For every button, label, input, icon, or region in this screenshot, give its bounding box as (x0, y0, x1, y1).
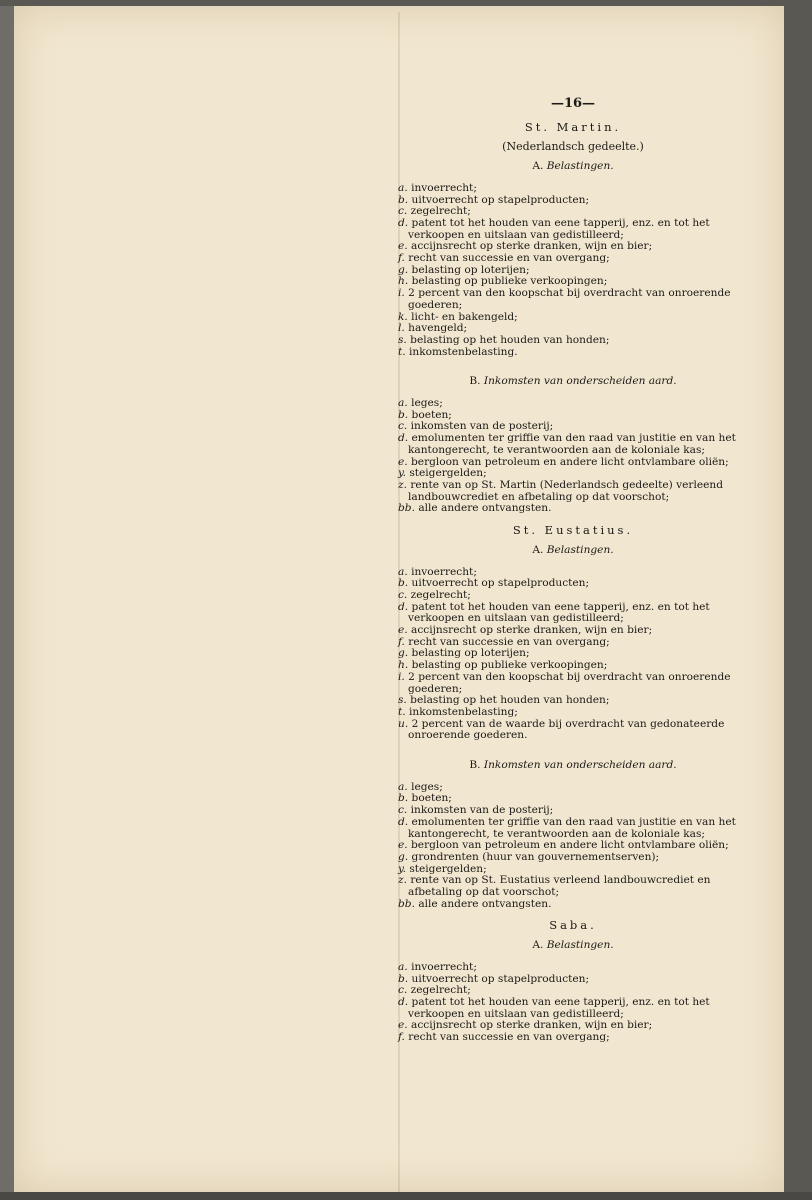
item-key: c. (398, 420, 411, 433)
item-text: belasting op het houden van honden; (410, 333, 610, 346)
list-item (398, 602, 748, 625)
item-key: y. (398, 862, 410, 875)
item-key: g. (398, 647, 412, 660)
item-key: e. (398, 240, 412, 253)
section-letter: A. (532, 939, 547, 952)
item-text: belasting op loterijen; (411, 647, 530, 660)
section-letter: B. (469, 375, 484, 388)
item-key: g. (398, 850, 412, 863)
item-text: uitvoerrecht op stapelproducten; (411, 577, 590, 590)
item-text: patent tot het houden van eene tapperij, enz. en tot het verkoopen en uitslaan van gedistilleerd; (408, 600, 710, 625)
item-key: e. (398, 455, 412, 468)
item-text: alle andere ontvangsten. (418, 897, 552, 910)
item-text: steigergelden; (409, 467, 487, 480)
item-text: inkomstenbelasting. (409, 345, 518, 358)
item-text: emolumenten ter griffie van den raad van justitie en van het kantongerecht, te verantwoorden aan de koloniale kas; (408, 432, 736, 456)
item-key: t. (398, 705, 409, 718)
item-key: b. (398, 408, 412, 421)
item-key: l. (398, 322, 409, 335)
list-item (398, 218, 748, 241)
item-text: zegelrecht; (410, 205, 471, 218)
item-text: zegelrecht; (410, 984, 471, 997)
section-heading (398, 376, 748, 388)
item-text: steigergelden; (409, 862, 487, 875)
list-item (398, 997, 748, 1020)
scan-edge-right (784, 0, 812, 1200)
section-title: Belastingen. (546, 543, 614, 556)
item-text: inkomsten van de posterij; (410, 420, 554, 433)
item-key: a. (398, 181, 412, 194)
list-item (398, 719, 748, 742)
section-title: Belastingen. (546, 939, 614, 952)
item-text: uitvoerrecht op stapelproducten; (411, 193, 590, 206)
item-key: z. (398, 874, 411, 887)
item-key: f. (398, 252, 409, 265)
item-text: belasting op het houden van honden; (410, 694, 610, 707)
item-key: s. (398, 694, 411, 707)
item-key: b. (398, 577, 412, 590)
item-text: rente van op St. Martin (Nederlandsch gedeelte) verleend landbouwcrediet en afbetaling op dat voorschot; (408, 478, 723, 503)
item-text: alle andere ontvangsten. (418, 502, 552, 515)
item-text: uitvoerrecht op stapelproducten; (411, 972, 590, 985)
item-key: c. (398, 588, 411, 601)
item-text: accijnsrecht op sterke dranken, wijn en bier; (411, 240, 653, 253)
item-text: invoerrecht; (411, 960, 477, 973)
item-key: d. (398, 815, 412, 828)
scan-edge-bottom (0, 1192, 812, 1200)
item-key: bb. (398, 897, 419, 910)
item-key: a. (398, 780, 412, 793)
item-key: f. (398, 635, 409, 648)
item-text: emolumenten ter griffie van den raad van justitie en van het kantongerecht, te verantwoorden aan de koloniale kas; (408, 815, 736, 840)
region-subtitle: (Nederlandsch gedeelte.) (502, 140, 644, 154)
item-key: k. (398, 310, 412, 323)
item-key: d. (398, 600, 412, 613)
item-text: recht van successie en van overgang; (408, 1031, 610, 1044)
item-key: a. (398, 397, 412, 410)
item-text: bergloon van petroleum en andere licht ontvlambare oliën; (411, 839, 729, 852)
item-text: accijnsrecht op sterke dranken, wijn en bier; (411, 1019, 653, 1032)
item-key: u. (398, 717, 412, 730)
item-key: d. (398, 216, 412, 229)
item-text: invoerrecht; (411, 565, 477, 578)
item-text: invoerrecht; (411, 181, 477, 194)
list-item (398, 503, 748, 515)
region-title: St. Martin. (524, 119, 622, 134)
item-text: zegelrecht; (410, 588, 471, 601)
item-text: patent tot het houden van eene tapperij, enz. en tot het verkoopen en uitslaan van gedistilleerd; (408, 996, 710, 1020)
item-text: leges; (411, 397, 443, 410)
section-letter: B. (469, 759, 484, 772)
item-key: d. (398, 996, 412, 1008)
item-text: accijnsrecht op sterke dranken, wijn en bier; (411, 624, 653, 637)
item-text: licht- en bakengeld; (411, 310, 518, 323)
item-key: h. (398, 659, 412, 672)
item-text: recht van successie en van overgang; (408, 635, 610, 648)
item-key: s. (398, 333, 411, 346)
section-title: Inkomsten van onderscheiden aard. (483, 375, 677, 388)
item-text: havengeld; (408, 322, 468, 335)
list-item (398, 1032, 748, 1044)
item-list (398, 962, 748, 1044)
item-key: b. (398, 792, 412, 805)
item-key: i. (398, 670, 409, 683)
item-text: boeten; (411, 408, 452, 421)
list-item (398, 480, 748, 503)
item-key: bb. (398, 502, 419, 515)
item-text: inkomsten van de posterij; (410, 804, 554, 817)
item-text: 2 percent van den koopschat bij overdracht van onroerende goederen; (408, 287, 731, 311)
item-key: a. (398, 565, 412, 578)
item-text: bergloon van petroleum en andere licht ontvlambare oliën; (411, 455, 729, 468)
text-column (398, 98, 748, 1044)
item-key: e. (398, 839, 412, 852)
item-text: rente van op St. Eustatius verleend landbouwcrediet en afbetaling op dat voorschot; (408, 874, 711, 899)
item-text: leges; (411, 780, 443, 793)
spacer (398, 742, 748, 752)
section-heading (398, 760, 748, 772)
item-key: t. (398, 345, 409, 358)
item-list (398, 183, 748, 359)
item-text: belasting op publieke verkoopingen; (411, 275, 608, 288)
item-text: 2 percent van den koopschat bij overdracht van onroerende goederen; (408, 670, 731, 695)
region-title: Saba. (549, 918, 597, 933)
item-key: i. (398, 287, 409, 300)
list-item (398, 433, 748, 456)
section-letter: A. (532, 160, 547, 173)
item-text: 2 percent van de waarde bij overdracht van gedonateerde onroerende goederen. (408, 717, 725, 742)
item-text: inkomstenbelasting; (409, 705, 518, 718)
item-key: e. (398, 1019, 412, 1032)
list-item (398, 817, 748, 840)
item-key: c. (398, 804, 411, 817)
item-key: d. (398, 432, 412, 445)
item-key: h. (398, 275, 412, 288)
list-item (398, 899, 748, 911)
item-text: grondrenten (huur van gouvernementserven); (411, 850, 660, 863)
item-text: patent tot het houden van eene tapperij, enz. en tot het verkoopen en uitslaan van gedistilleerd; (408, 216, 710, 241)
list-item (398, 347, 748, 359)
item-key: z. (398, 478, 411, 491)
section-title: Belastingen. (546, 160, 614, 173)
spacer (398, 358, 748, 368)
item-list (398, 782, 748, 911)
item-key: c. (398, 984, 411, 997)
section-heading (398, 940, 748, 952)
item-key: e. (398, 624, 412, 637)
item-list (398, 567, 748, 743)
region-title: St. Eustatius. (512, 523, 634, 538)
section-heading (398, 161, 748, 173)
section-title: Inkomsten van onderscheiden aard. (483, 759, 677, 772)
sections-container (398, 119, 748, 1044)
item-list (398, 398, 748, 515)
section-heading (398, 545, 748, 557)
item-key: c. (398, 205, 411, 218)
item-key: b. (398, 972, 412, 985)
list-item (398, 875, 748, 898)
item-key: f. (398, 1031, 409, 1044)
item-key: a. (398, 960, 412, 973)
item-key: g. (398, 263, 412, 276)
item-text: belasting op loterijen; (411, 263, 530, 276)
list-item (398, 288, 748, 311)
item-key: b. (398, 193, 412, 206)
item-text: recht van successie en van overgang; (408, 252, 610, 265)
item-key: y. (398, 467, 410, 480)
list-item (398, 672, 748, 695)
section-letter: A. (532, 543, 547, 556)
item-text: belasting op publieke verkoopingen; (411, 659, 608, 672)
item-text: boeten; (411, 792, 452, 805)
page-number: —16— (550, 96, 596, 111)
